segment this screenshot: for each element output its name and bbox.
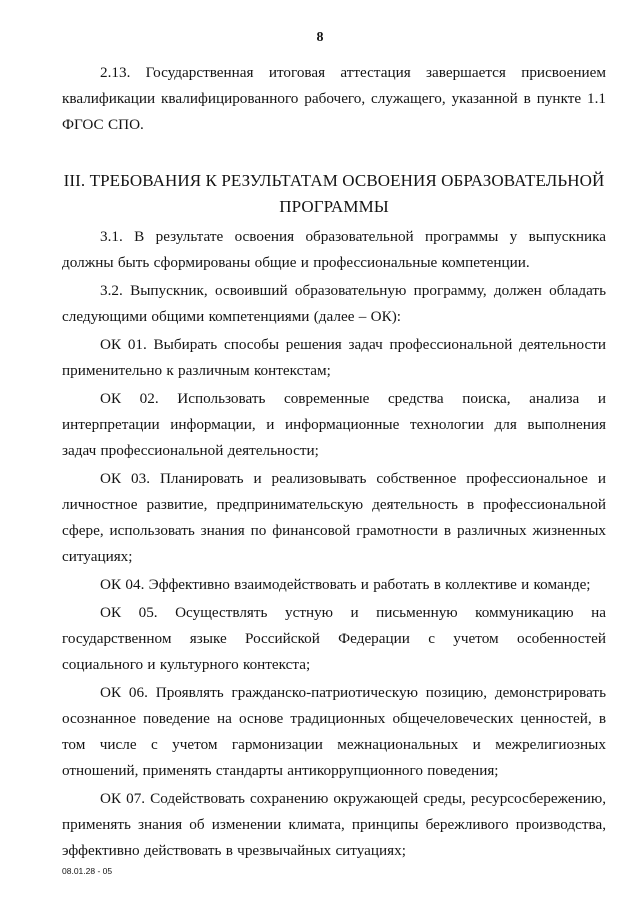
competency-ok-02: ОК 02. Использовать современные средства поиска, анализа и интерпретации информации, и информационные технологии для выполнения задач профессиональной деятельности; <box>62 390 606 459</box>
footer-code: 08.01.28 - 05 <box>62 866 113 876</box>
paragraph-2-13: 2.13. Государственная итоговая аттестация завершается присвоением квалификации квалифицированного рабочего, служащего, указанной в пункте 1.1 ФГОС СПО. <box>62 64 606 133</box>
page-number: 8 <box>316 30 324 45</box>
competency-ok-01: ОК 01. Выбирать способы решения задач профессиональной деятельности применительно к различным контекстам; <box>62 336 606 379</box>
competency-ok-03: ОК 03. Планировать и реализовывать собственное профессиональное и личностное развитие, предпринимательскую деятельность в профессиональной сфере, использовать знания по финансовой грамотности в различных жизненных ситуациях; <box>62 470 606 565</box>
competency-ok-07: ОК 07. Содействовать сохранению окружающей среды, ресурсосбережению, применять знания об изменении климата, принципы бережливого производства, эффективно действовать в чрезвычайных ситуациях; <box>62 790 606 859</box>
competency-ok-05: ОК 05. Осуществлять устную и письменную коммуникацию на государственном языке Российской Федерации с учетом особенностей социального и культурного контекста; <box>62 604 606 673</box>
paragraph-3-2: 3.2. Выпускник, освоивший образовательную программу, должен обладать следующими общими компетенциями (далее – ОК): <box>62 282 606 325</box>
paragraph-3-1: 3.1. В результате освоения образовательной программы у выпускника должны быть сформированы общие и профессиональные компетенции. <box>62 228 606 271</box>
document-body <box>62 60 606 866</box>
competency-ok-04: ОК 04. Эффективно взаимодействовать и работать в коллективе и команде; <box>100 576 591 593</box>
competency-ok-06: ОК 06. Проявлять гражданско-патриотическую позицию, демонстрировать осознанное поведение на основе традиционных общечеловеческих ценностей, в том числе с учетом гармонизации межнациональных и межрелигиозных отношений, применять стандарты антикоррупционного поведения; <box>62 684 606 779</box>
section-heading: III. ТРЕБОВАНИЯ К РЕЗУЛЬТАТАМ ОСВОЕНИЯ ОБРАЗОВАТЕЛЬНОЙ ПРОГРАММЫ <box>63 171 605 216</box>
